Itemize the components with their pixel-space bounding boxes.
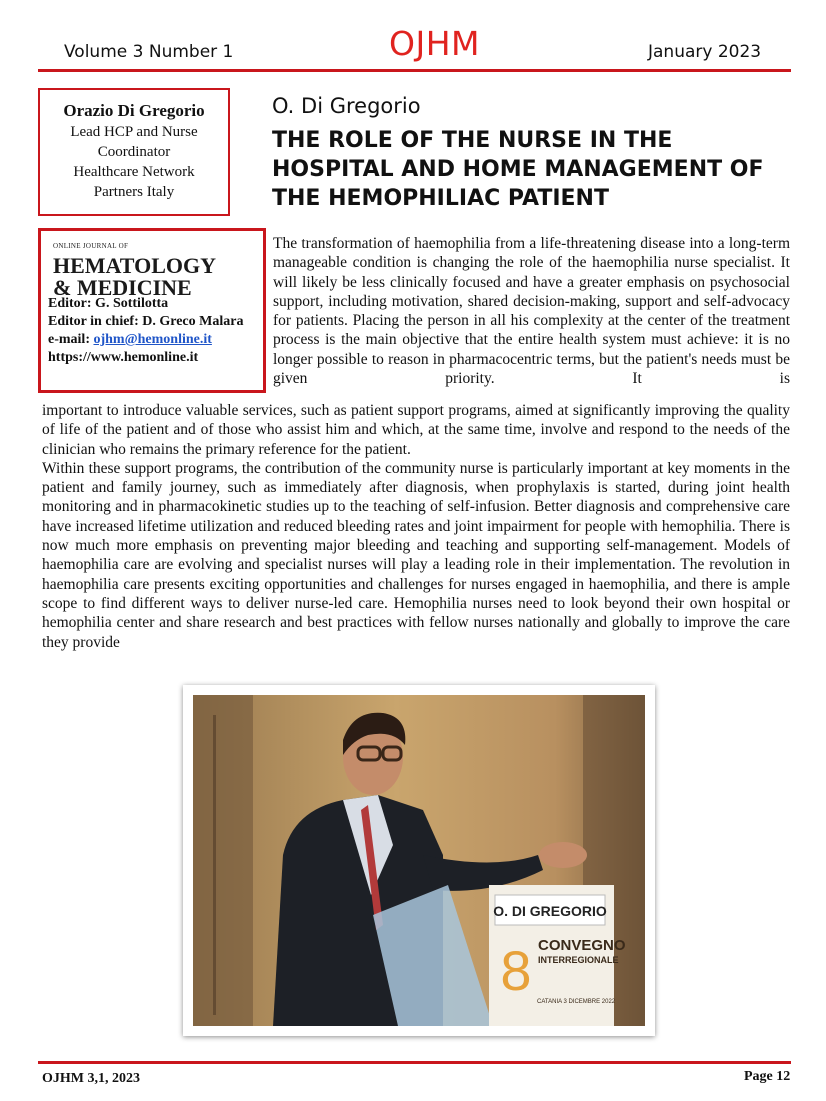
header-volume: Volume 3 Number 1 [64,42,234,62]
header-date: January 2023 [648,42,762,62]
journal-masthead-logo [53,237,239,299]
banner-title: CONVEGNO [538,937,626,954]
banner-subtitle: INTERREGIONALE [538,955,619,965]
journal-editors [48,295,243,367]
email-label: e-mail: [48,332,90,347]
journal-logo-line2: & MEDICINE [53,275,192,300]
journal-logo-small: ONLINE JOURNAL OF [53,242,129,250]
footer-citation: OJHM 3,1, 2023 [42,1071,140,1086]
article-title: THE ROLE OF THE NURSE IN THE HOSPITAL AND HOME MANAGEMENT OF THE HEMOPHILIAC PATIENT [272,128,764,211]
article-byline: O. Di Gregorio [272,94,421,118]
banner-number: 8 [500,939,532,1002]
footer-divider [38,1061,791,1064]
author-role-line: Partners Italy [93,184,175,200]
article-paragraph: Within these support programs, the contribution of the community nurse is particularly important at key moments in the patient and family journey, such as immediately after diagnosis, when prophylaxis is started, during joint health monitoring and in pharmacokinetic studies up to the teaching of self-infusion. Better diagnosis and comprehensive care have increased lifetime utilization and reduced bleeding rates and joint impairment for people with hemophilia. There is now much more emphasis on preventing major bleeding and teaching and supporting self-management. Models of haemophilia care are evolving and specialist nurses will play a leading role in their implementation. The revolution in haemophilia care presents exciting opportunities and challenges for nurses engaged in haemophilia, and there is ample scope to find different ways to deliver nurse-led care. Hemophilia nurses need to look beyond their own hospital or hemophilia center and share research and best practices with fellow nurses nationally and globally to improve the care they provide [42,459,790,651]
page-number: Page 12 [744,1069,791,1084]
speaker-photo-image [193,695,645,1026]
website-line: https://www.hemonline.it [48,350,199,365]
author-role-line: Lead HCP and Nurse [70,124,198,140]
email-link[interactable]: ojhm@hemonline.it [93,332,212,347]
author-role-line: Coordinator [97,144,171,160]
journal-info-box [38,228,266,393]
journal-logo-line1: HEMATOLOGY [53,253,216,278]
author-role-line: Healthcare Network [73,164,195,180]
email-line [48,331,243,349]
author-info-box [38,88,230,216]
editor-in-chief-line: Editor in chief: D. Greco Malara [48,314,244,329]
article-body [42,401,790,652]
header-divider [38,69,791,72]
editor-line: Editor: G. Sottilotta [48,296,169,311]
podium-name-label: O. DI GREGORIO [493,903,607,919]
article-paragraph: important to introduce valuable services, such as patient support programs, aimed at significantly improving the quality of life of the patient and of those who assist him and which, at the same time, involve and respond to the needs of the clinician who remains the primary reference for the patient. [42,402,790,458]
banner-location: CATANIA 3 DICEMBRE 2022 [537,999,616,1005]
author-name: Orazio Di Gregorio [63,101,205,120]
journal-logo-text: OJHM [389,24,480,63]
speaker-photo [183,685,655,1036]
article-paragraph-intro: The transformation of haemophilia from a life-threatening disease into a long-term manageable condition is changing the role of the haemophilia nurse specialist. It will likely be less clinically focused and have a greater emphasis on psychosocial support, including motivation, shared decision-making, support and self-advocacy for patients. Placing the person in all his complexity at the center of the treatment process is the main objective that the entire health system must achieve: it is no longer possible to reason in pharmacocentric terms, but the patient's needs must be given priority. It is [273,235,790,388]
